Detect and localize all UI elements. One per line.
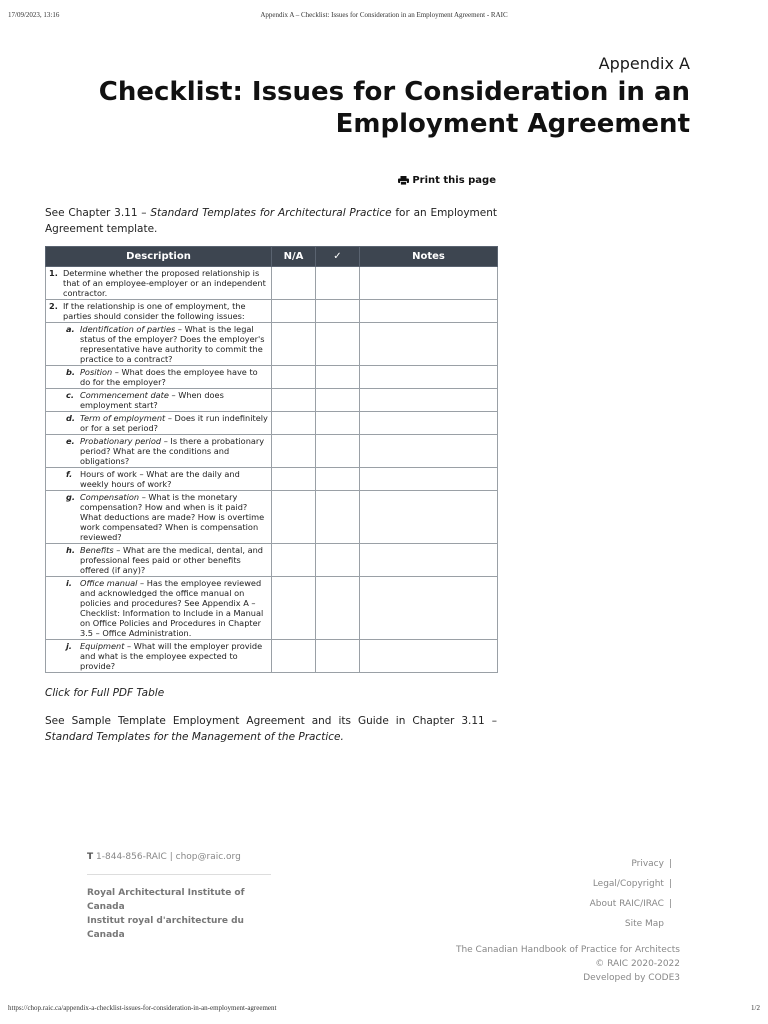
table-row: [46, 435, 498, 468]
item-number: h.: [66, 545, 75, 555]
description-cell: [46, 323, 272, 366]
item-text: – What is the monetary compensation? How and when is it paid? What deductions are made? How is overtime work compensated? When is compensation reviewed?: [80, 492, 265, 542]
notes-cell: [360, 491, 498, 544]
na-cell: [272, 366, 316, 389]
notes-cell: [360, 366, 498, 389]
column-header-check: ✓: [316, 247, 360, 267]
intro-text-after: for an Employment Agreement template.: [45, 207, 497, 235]
na-cell: [272, 267, 316, 300]
notes-cell: [360, 435, 498, 468]
na-cell: [272, 468, 316, 491]
item-term: Commencement date: [80, 390, 169, 400]
contact-separator: |: [169, 852, 173, 862]
table-row: [46, 366, 498, 389]
footer-link-sitemap[interactable]: Site Map: [624, 919, 664, 929]
item-text: – What does the employee have to do for the employer?: [80, 367, 258, 387]
item-number: j.: [66, 641, 72, 651]
item-text: If the relationship is one of employment, the parties should consider the following issues:: [63, 301, 246, 321]
print-url: https://chop.raic.ca/appendix-a-checklist-issues-for-consideration-in-an-employment-agreement: [8, 1004, 277, 1012]
table-row: [46, 640, 498, 673]
check-cell: [316, 412, 360, 435]
sample-template-paragraph: [45, 713, 497, 745]
item-number: 1.: [49, 268, 58, 278]
item-number: g.: [66, 492, 75, 502]
footer-links: [590, 854, 672, 934]
item-term: Probationary period: [80, 436, 162, 446]
notes-cell: [360, 412, 498, 435]
check-cell: [316, 544, 360, 577]
item-description: [80, 641, 268, 671]
notes-cell: [360, 300, 498, 323]
table-row: [46, 267, 498, 300]
email-link[interactable]: chop@raic.org: [175, 852, 241, 862]
item-text: – What will the employer provide and what is the employee expected to provide?: [80, 641, 263, 671]
intro-paragraph: [45, 206, 497, 237]
table-row: [46, 468, 498, 491]
footer-link-separator: |: [668, 879, 672, 889]
notes-cell: [360, 640, 498, 673]
item-term: Compensation: [80, 492, 140, 502]
item-text: Determine whether the proposed relationship is that of an employee-employer or an independent contractor.: [63, 268, 266, 298]
footer-link-privacy[interactable]: Privacy: [631, 859, 664, 869]
item-text: – Is there a probationary period? What are the conditions and obligations?: [80, 436, 265, 466]
description-cell: [46, 300, 272, 323]
developer-credit: Developed by CODE3: [583, 973, 680, 983]
item-description: [80, 390, 268, 410]
na-cell: [272, 640, 316, 673]
footer-divider: [87, 874, 271, 875]
item-description: [80, 367, 268, 387]
copyright-notice: © RAIC 2020-2022: [595, 959, 680, 969]
handbook-credit: The Canadian Handbook of Practice for Architects: [455, 945, 680, 955]
footer-credits: [456, 943, 680, 985]
item-number: f.: [66, 469, 73, 479]
check-cell: [316, 640, 360, 673]
item-number: c.: [66, 390, 74, 400]
notes-cell: [360, 323, 498, 366]
item-description: [80, 436, 268, 466]
na-cell: [272, 323, 316, 366]
table-row: [46, 544, 498, 577]
footer-link-about[interactable]: About RAIC/IRAC: [589, 899, 664, 909]
notes-cell: [360, 389, 498, 412]
phone-link[interactable]: 1-844-856-RAIC: [96, 852, 167, 862]
check-cell: [316, 577, 360, 640]
item-description: [80, 413, 268, 433]
na-cell: [272, 577, 316, 640]
item-number: d.: [66, 413, 75, 423]
print-footer: [8, 1004, 760, 1012]
footer-link-separator: |: [668, 859, 672, 869]
item-description: [80, 578, 268, 638]
description-cell: [46, 389, 272, 412]
item-term: Identification of parties: [80, 324, 176, 334]
print-page-label: Print this page: [412, 175, 496, 186]
print-header: [8, 11, 760, 19]
item-text: – What is the legal status of the employer? Does the employer's representative have authority to commit the practice to a contract?: [80, 324, 265, 364]
item-text: – Does it run indefinitely or for a set period?: [80, 413, 268, 433]
item-term: Benefits: [80, 545, 114, 555]
print-datetime: 17/09/2023, 13:16: [8, 11, 60, 19]
item-description: [63, 301, 268, 321]
item-number: i.: [66, 578, 72, 588]
table-row: [46, 491, 498, 544]
item-term: Position: [80, 367, 113, 377]
org-name-french: Institut royal d'architecture du Canada: [87, 916, 244, 940]
item-text: Hours of work – What are the daily and weekly hours of work?: [80, 469, 240, 489]
phone-label: T: [87, 852, 94, 862]
na-cell: [272, 435, 316, 468]
intro-chapter-link-text: Standard Templates for Architectural Practice: [150, 207, 392, 219]
organization-names: [87, 886, 267, 942]
check-cell: [316, 389, 360, 412]
description-cell: [46, 640, 272, 673]
item-text: – What are the medical, dental, and professional fees paid or other benefits offered (if any)?: [80, 545, 263, 575]
na-cell: [272, 412, 316, 435]
contact-line: [87, 852, 241, 862]
na-cell: [272, 300, 316, 323]
check-cell: [316, 435, 360, 468]
printer-icon: [398, 176, 409, 185]
print-page-button[interactable]: [398, 175, 496, 186]
check-cell: [316, 491, 360, 544]
footer-link-separator: |: [668, 899, 672, 909]
print-page-number: 1/2: [751, 1004, 760, 1012]
check-cell: [316, 267, 360, 300]
na-cell: [272, 491, 316, 544]
intro-text-before: See Chapter 3.11 –: [45, 207, 147, 219]
check-cell: [316, 366, 360, 389]
description-cell: [46, 491, 272, 544]
description-cell: [46, 468, 272, 491]
item-term: Equipment: [80, 641, 125, 651]
table-row: [46, 300, 498, 323]
notes-cell: [360, 544, 498, 577]
table-row: [46, 389, 498, 412]
sample-chapter-link-text: Standard Templates for the Management of the Practice.: [45, 731, 344, 743]
item-term: Office manual: [80, 578, 138, 588]
notes-cell: [360, 577, 498, 640]
na-cell: [272, 544, 316, 577]
item-number: e.: [66, 436, 75, 446]
item-term: Term of employment: [80, 413, 166, 423]
column-header-description: Description: [46, 247, 272, 267]
check-cell: [316, 323, 360, 366]
print-page-title: Appendix A – Checklist: Issues for Consideration in an Employment Agreement - RAIC: [260, 11, 508, 19]
column-header-notes: Notes: [360, 247, 498, 267]
check-cell: [316, 300, 360, 323]
item-text: – Has the employee reviewed and acknowledged the office manual on policies and procedures? See Appendix A – Checklist: Information to Include in a Manual on Office Policies and Procedures in Chapter 3.5 – Office Administration.: [80, 578, 264, 638]
description-cell: [46, 412, 272, 435]
item-number: 2.: [49, 301, 58, 311]
notes-cell: [360, 468, 498, 491]
checklist-table: [45, 246, 498, 673]
item-text: – When does employment start?: [80, 390, 224, 410]
item-description: [63, 268, 268, 298]
appendix-label: Appendix A: [598, 54, 690, 73]
page-title: Checklist: Issues for Consideration in an Employment Agreement: [98, 77, 690, 139]
item-description: [80, 492, 268, 542]
table-row: [46, 412, 498, 435]
full-pdf-table-link[interactable]: Click for Full PDF Table: [45, 687, 165, 699]
item-number: b.: [66, 367, 75, 377]
table-row: [46, 323, 498, 366]
description-cell: [46, 267, 272, 300]
table-header-row: [46, 247, 498, 267]
item-description: [80, 324, 268, 364]
item-description: [80, 469, 268, 489]
item-number: a.: [66, 324, 75, 334]
description-cell: [46, 544, 272, 577]
description-cell: [46, 366, 272, 389]
description-cell: [46, 435, 272, 468]
column-header-na: N/A: [272, 247, 316, 267]
org-name-english: Royal Architectural Institute of Canada: [87, 888, 245, 912]
footer-link-legal[interactable]: Legal/Copyright: [592, 879, 664, 889]
na-cell: [272, 389, 316, 412]
notes-cell: [360, 267, 498, 300]
table-row: [46, 577, 498, 640]
sample-text-before: See Sample Template Employment Agreement and its Guide in Chapter 3.11 –: [45, 715, 497, 727]
description-cell: [46, 577, 272, 640]
check-cell: [316, 468, 360, 491]
item-description: [80, 545, 268, 575]
